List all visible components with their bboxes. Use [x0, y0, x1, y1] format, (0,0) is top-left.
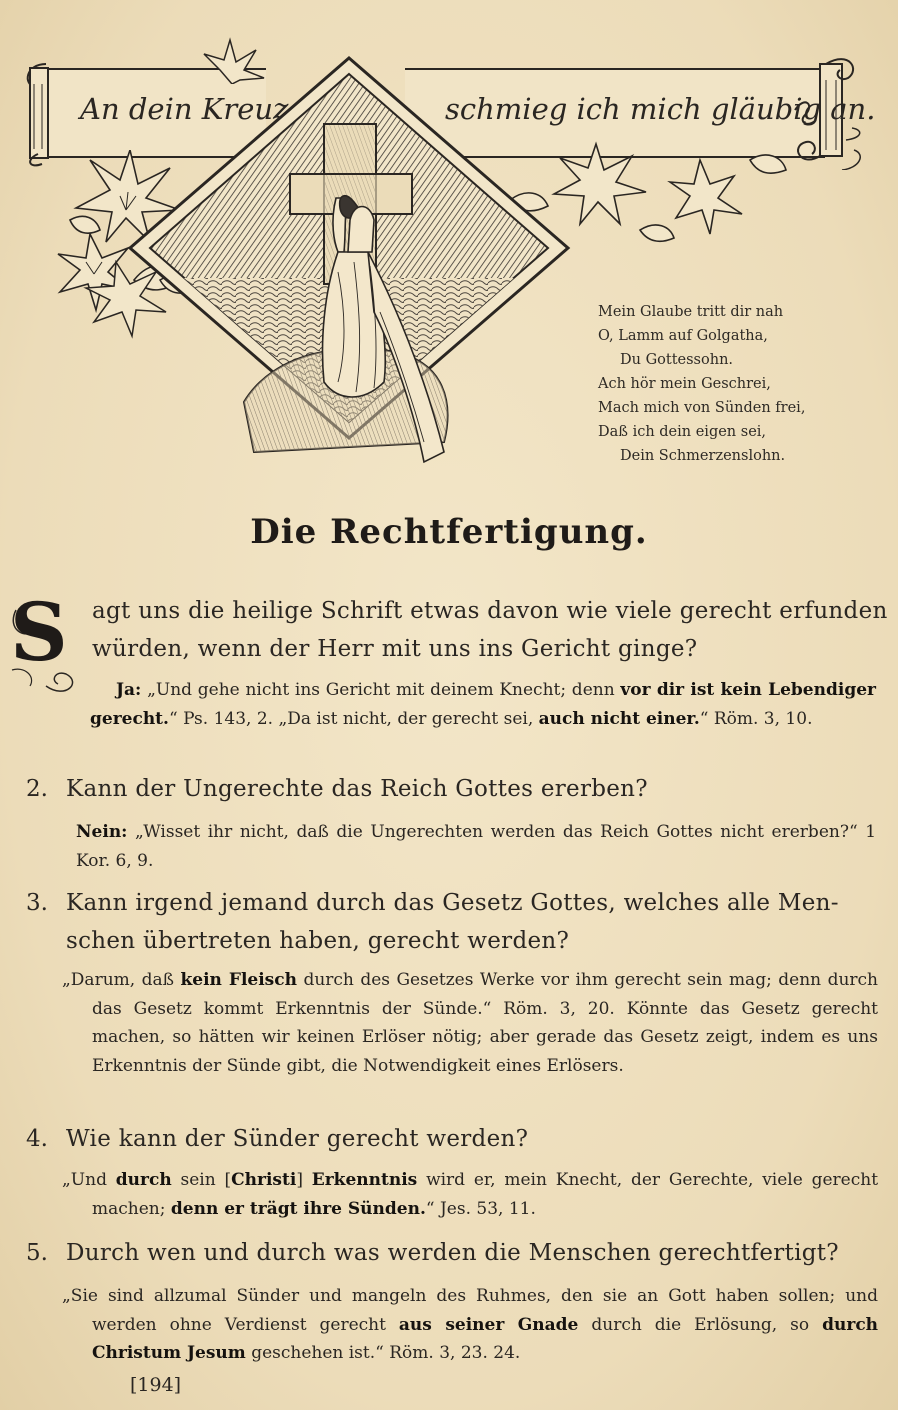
answer-5-emphasis: durch Christum Jesum — [92, 1314, 879, 1363]
banner-right-text: schmieg ich mich gläubig an. — [445, 92, 876, 126]
answer-1-emphasis: auch nicht einer. — [538, 708, 700, 729]
question-2-number: 2. — [26, 776, 48, 802]
answer-3-emphasis: kein Fleisch — [180, 970, 297, 990]
answer-4-emphasis: denn er trägt ihre Sünden. — [170, 1198, 426, 1219]
cross-illustration — [124, 52, 574, 492]
answer-4-emphasis: durch — [115, 1170, 172, 1190]
page-title: Die Rechtfertigung. — [250, 512, 648, 552]
answer-1-lead: Ja: — [116, 680, 142, 700]
poem-line: Dein Schmerzenslohn. — [620, 448, 786, 464]
answer-1-text: “ Röm. 3, 10. — [699, 708, 813, 729]
answer-3-text: durch des Gesetzes Werke vor ihm gerecht sein mag; denn durch das Gesetz kommt Erkenntnis der Sünde.“ Röm. 3, 20. Könnte das Gesetz gerecht machen, so hätten wir keinen Erlöser nötig; aber gerade das Gesetz zeigt, indem es uns Erkenntnis der Sünde gibt, die Notwendigkeit eines Erlösers. — [92, 970, 879, 1076]
question-3-number: 3. — [26, 890, 48, 916]
answer-4-emphasis: Christi — [231, 1170, 297, 1190]
question-5-line-1: Durch wen und durch was werden die Menschen gerechtfertigt? — [66, 1240, 839, 1266]
question-1 — [92, 592, 888, 668]
page-number: [194] — [130, 1374, 182, 1396]
question-4 — [66, 1120, 876, 1158]
question-2-line-1: Kann der Ungerechte das Reich Gottes ererben? — [66, 776, 648, 802]
question-4-line-1: Wie kann der Sünder gerecht werden? — [66, 1126, 529, 1152]
answer-5-text: „Sie sind allzumal Sünder und mangeln des Ruhmes, den sie an Gott haben sollen; und werden ohne Verdienst gerecht — [62, 1286, 878, 1335]
answer-1-text: „Und gehe nicht ins Gericht mit deinem Knecht; denn — [147, 680, 615, 700]
question-3-line-2: schen übertreten haben, gerecht werden? — [66, 928, 570, 954]
poem-line: Daß ich dein eigen sei, — [598, 424, 767, 440]
question-5-number: 5. — [26, 1240, 48, 1266]
question-5 — [66, 1234, 876, 1272]
question-4-number: 4. — [26, 1126, 48, 1152]
answer-5 — [62, 1282, 879, 1368]
dropcap-letter: S — [10, 585, 68, 679]
question-1-line-1: agt uns die heilige Schrift etwas davon wie viele gerecht erfunden — [92, 598, 888, 624]
poem-line: O, Lamm auf Golgatha, — [598, 328, 768, 344]
poem-line: Du Gottessohn. — [620, 352, 734, 368]
banner-left-text: An dein Kreuz — [80, 92, 289, 126]
answer-5-text: durch die Erlösung, so — [591, 1314, 810, 1335]
answer-4-emphasis: Erkenntnis — [311, 1170, 418, 1190]
answer-4-text: “ Jes. 53, 11. — [425, 1198, 536, 1219]
poem — [598, 300, 878, 468]
answer-1 — [90, 676, 876, 733]
poem-line: Ach hör mein Geschrei, — [598, 376, 771, 392]
poem-line: Mach mich von Sünden frei, — [598, 400, 806, 416]
answer-1-text: “ Ps. 143, 2. „Da ist nicht, der gerecht sei, — [168, 708, 534, 729]
question-1-line-2: würden, wenn der Herr mit uns ins Gericht ginge? — [92, 636, 698, 662]
question-3-line-1: Kann irgend jemand durch das Gesetz Gottes, welches alle Men- — [66, 890, 839, 916]
answer-3-text: „Darum, daß — [62, 970, 175, 990]
answer-4-text: sein [ — [180, 1170, 232, 1190]
answer-5-emphasis: aus seiner Gnade — [398, 1314, 579, 1335]
answer-4-text: „Und — [62, 1170, 107, 1190]
answer-4 — [62, 1166, 879, 1223]
answer-3 — [62, 966, 879, 1080]
answer-4-text: wird er, mein Knecht, der Gerechte, viele gerecht machen; — [92, 1170, 879, 1219]
answer-2 — [76, 818, 876, 875]
answer-2-text: „Wisset ihr nicht, daß die Ungerechten werden das Reich Gottes nicht ererben?“ 1 Kor. 6, 9. — [76, 822, 877, 871]
answer-1-emphasis: vor dir ist kein Lebendiger gerecht. — [90, 680, 876, 729]
question-3 — [66, 884, 876, 960]
answer-2-lead: Nein: — [76, 822, 128, 842]
answer-5-text: geschehen ist.“ Röm. 3, 23. 24. — [251, 1343, 521, 1363]
poem-line: Mein Glaube tritt dir nah — [598, 304, 784, 320]
question-2 — [66, 770, 876, 808]
answer-4-text: ] — [296, 1170, 303, 1190]
